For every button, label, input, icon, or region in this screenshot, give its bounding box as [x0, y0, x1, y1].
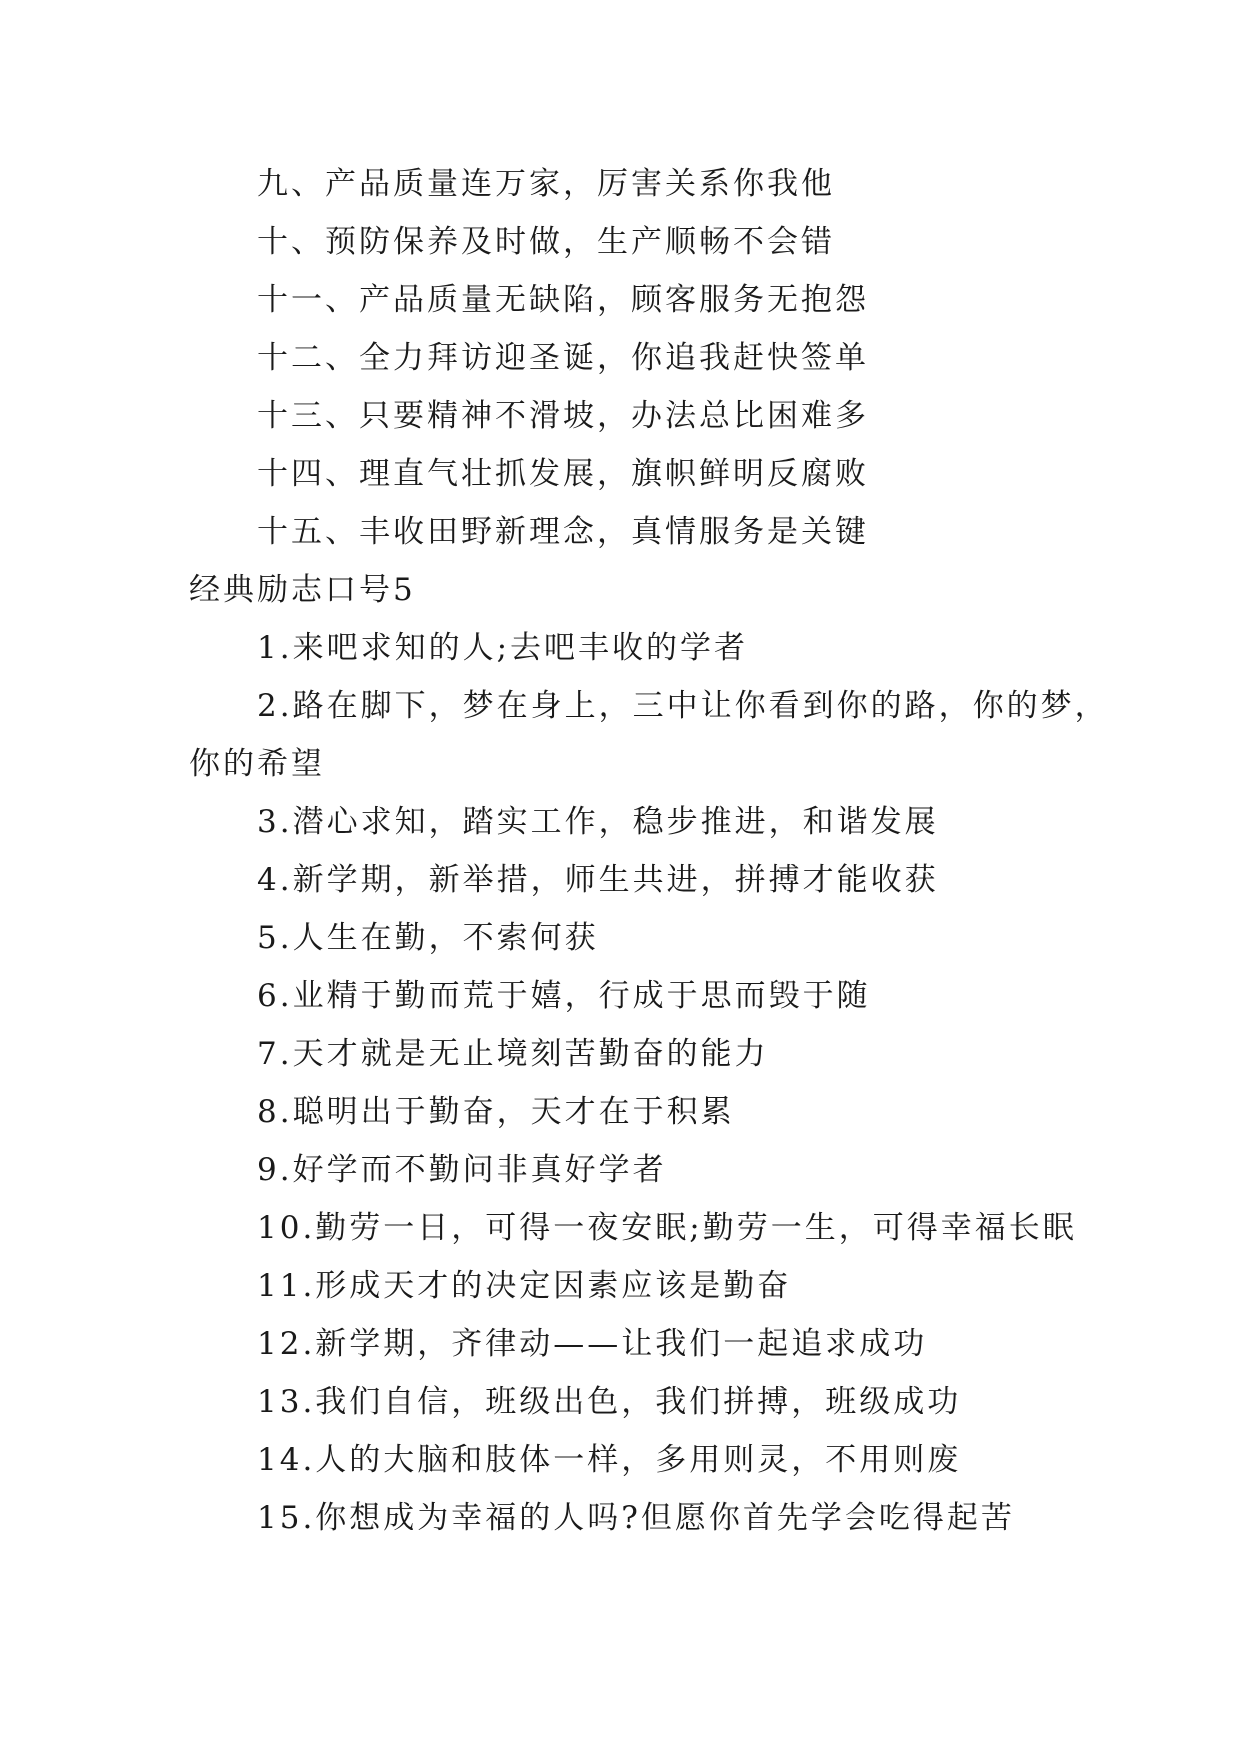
- slogan-item: 1.来吧求知的人;去吧丰收的学者: [257, 630, 749, 666]
- slogan-item: 九、产品质量连万家，厉害关系你我他: [257, 166, 835, 202]
- slogan-item: 12.新学期，齐律动——让我们一起追求成功: [257, 1326, 928, 1362]
- slogan-item: 3.潜心求知，踏实工作，稳步推进，和谐发展: [257, 804, 939, 840]
- slogan-item: 十、预防保养及时做，生产顺畅不会错: [257, 224, 835, 260]
- slogan-item: 十二、全力拜访迎圣诞，你追我赶快签单: [257, 340, 869, 376]
- slogan-item: 13.我们自信，班级出色，我们拼搏，班级成功: [257, 1384, 962, 1420]
- slogan-item: 8.聪明出于勤奋，天才在于积累: [257, 1094, 735, 1130]
- slogan-item: 7.天才就是无止境刻苦勤奋的能力: [257, 1036, 769, 1072]
- slogan-item-continuation: 你的希望: [189, 746, 325, 782]
- slogan-item: 6.业精于勤而荒于嬉，行成于思而毁于随: [257, 978, 871, 1014]
- slogan-item: 14.人的大脑和肢体一样，多用则灵，不用则废: [257, 1442, 962, 1478]
- slogan-item: 11.形成天才的决定因素应该是勤奋: [257, 1268, 792, 1304]
- slogan-item: 15.你想成为幸福的人吗?但愿你首先学会吃得起苦: [257, 1500, 1015, 1536]
- slogan-item: 10.勤劳一日，可得一夜安眠;勤劳一生，可得幸福长眠: [257, 1210, 1077, 1246]
- section-heading: 经典励志口号5: [189, 572, 416, 608]
- slogan-item: 9.好学而不勤问非真好学者: [257, 1152, 667, 1188]
- slogan-item: 5.人生在勤，不索何获: [257, 920, 599, 956]
- slogan-item: 十四、理直气壮抓发展，旗帜鲜明反腐败: [257, 456, 869, 492]
- slogan-item: 十三、只要精神不滑坡，办法总比困难多: [257, 398, 869, 434]
- slogan-item: 十五、丰收田野新理念，真情服务是关键: [257, 514, 869, 550]
- slogan-item: 十一、产品质量无缺陷，顾客服务无抱怨: [257, 282, 869, 318]
- slogan-item: 4.新学期，新举措，师生共进，拼搏才能收获: [257, 862, 939, 898]
- slogan-item: 2.路在脚下，梦在身上，三中让你看到你的路，你的梦，: [257, 688, 1109, 724]
